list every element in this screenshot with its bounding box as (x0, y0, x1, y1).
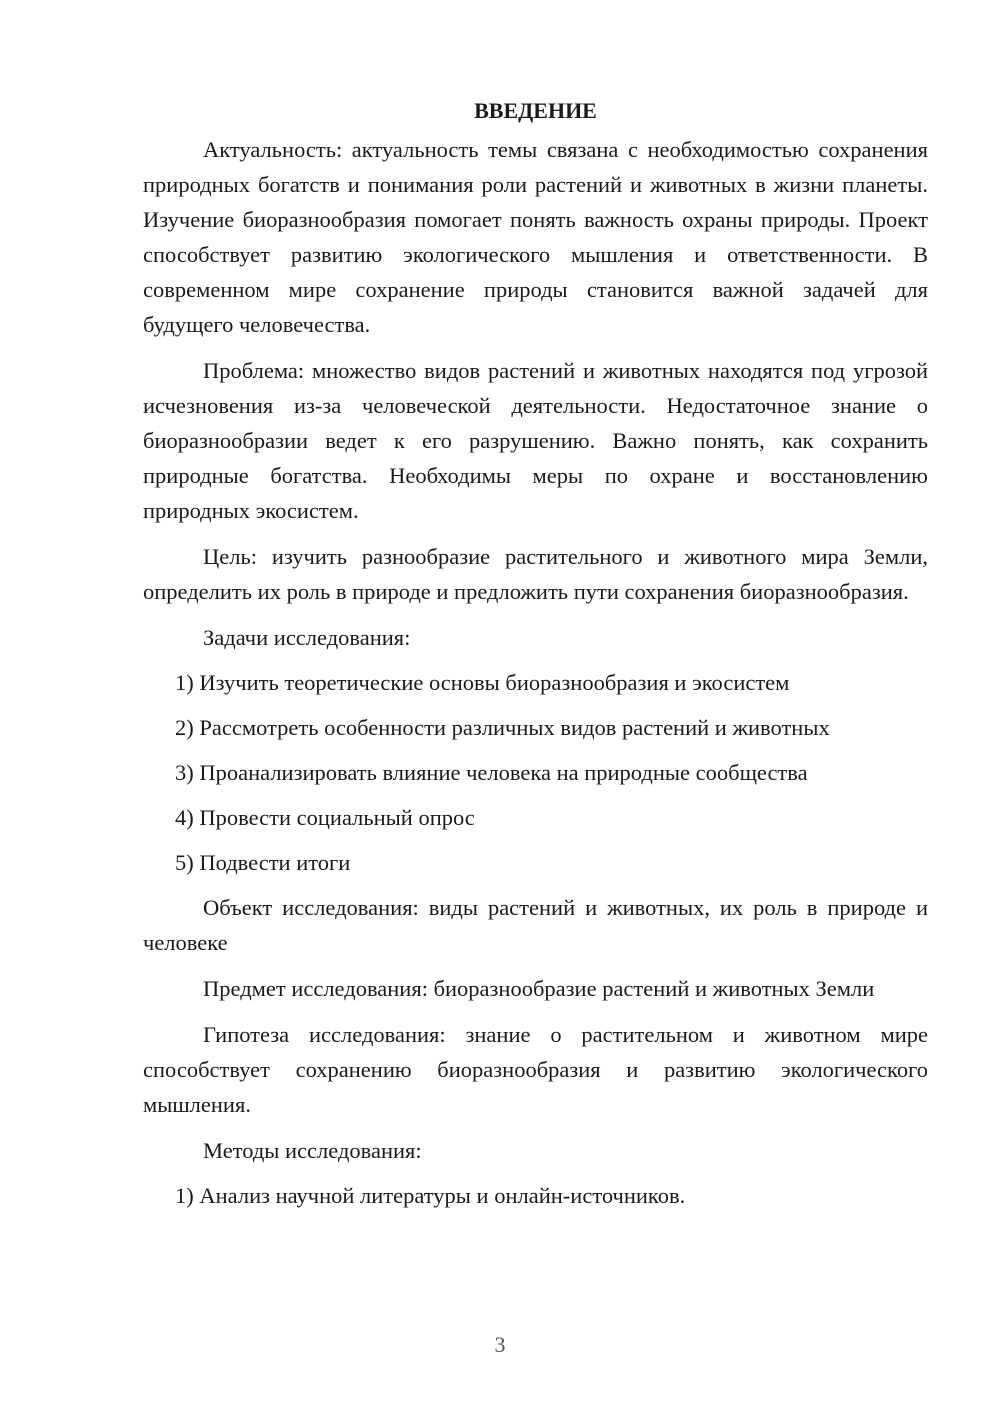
tasks-list (143, 665, 928, 880)
list-item: 2) Рассмотреть особенности различных видов растений и животных (175, 715, 830, 740)
list-item: 5) Подвести итоги (175, 850, 351, 875)
subject-paragraph: Предмет исследования: биоразнообразие растений и животных Земли (203, 976, 875, 1001)
object-paragraph: Объект исследования: виды растений и животных, их роль в природе и человеке (143, 895, 928, 955)
methods-heading: Методы исследования: (203, 1138, 422, 1163)
tasks-heading: Задачи исследования: (203, 625, 411, 650)
relevance-paragraph: Актуальность: актуальность темы связана с необходимостью сохранения природных богатств и понимания роли растений и животных в жизни планеты. Изучение биоразнообразия помогает понять важность охраны природы. Проект способствует развитию экологического мышления и ответственности. В современном мире сохранение природы становится важной задачей для будущего человечества. (143, 137, 928, 337)
document-page (143, 90, 928, 1223)
methods-list (143, 1178, 928, 1213)
list-item: 4) Провести социальный опрос (175, 805, 475, 830)
problem-paragraph: Проблема: множество видов растений и животных находятся под угрозой исчезновения из-за человеческой деятельности. Недостаточное знание о биоразнообразии ведет к его разрушению. Важно понять, как сохранить природные богатства. Необходимы меры по охране и восстановлению природных экосистем. (143, 358, 928, 523)
list-item: 1) Изучить теоретические основы биоразнообразия и экосистем (175, 670, 790, 695)
hypothesis-paragraph: Гипотеза исследования: знание о растительном и животном мире способствует сохранению биоразнообразия и развитию экологического мышления. (143, 1022, 928, 1117)
list-item: 3) Проанализировать влияние человека на природные сообщества (175, 760, 808, 785)
list-item: 1) Анализ научной литературы и онлайн-источников. (175, 1183, 686, 1208)
page-title: ВВЕДЕНИЕ (474, 98, 597, 123)
page-number: 3 (494, 1332, 506, 1357)
goal-paragraph: Цель: изучить разнообразие растительного и животного мира Земли, определить их роль в природе и предложить пути сохранения биоразнообразия. (143, 544, 928, 604)
